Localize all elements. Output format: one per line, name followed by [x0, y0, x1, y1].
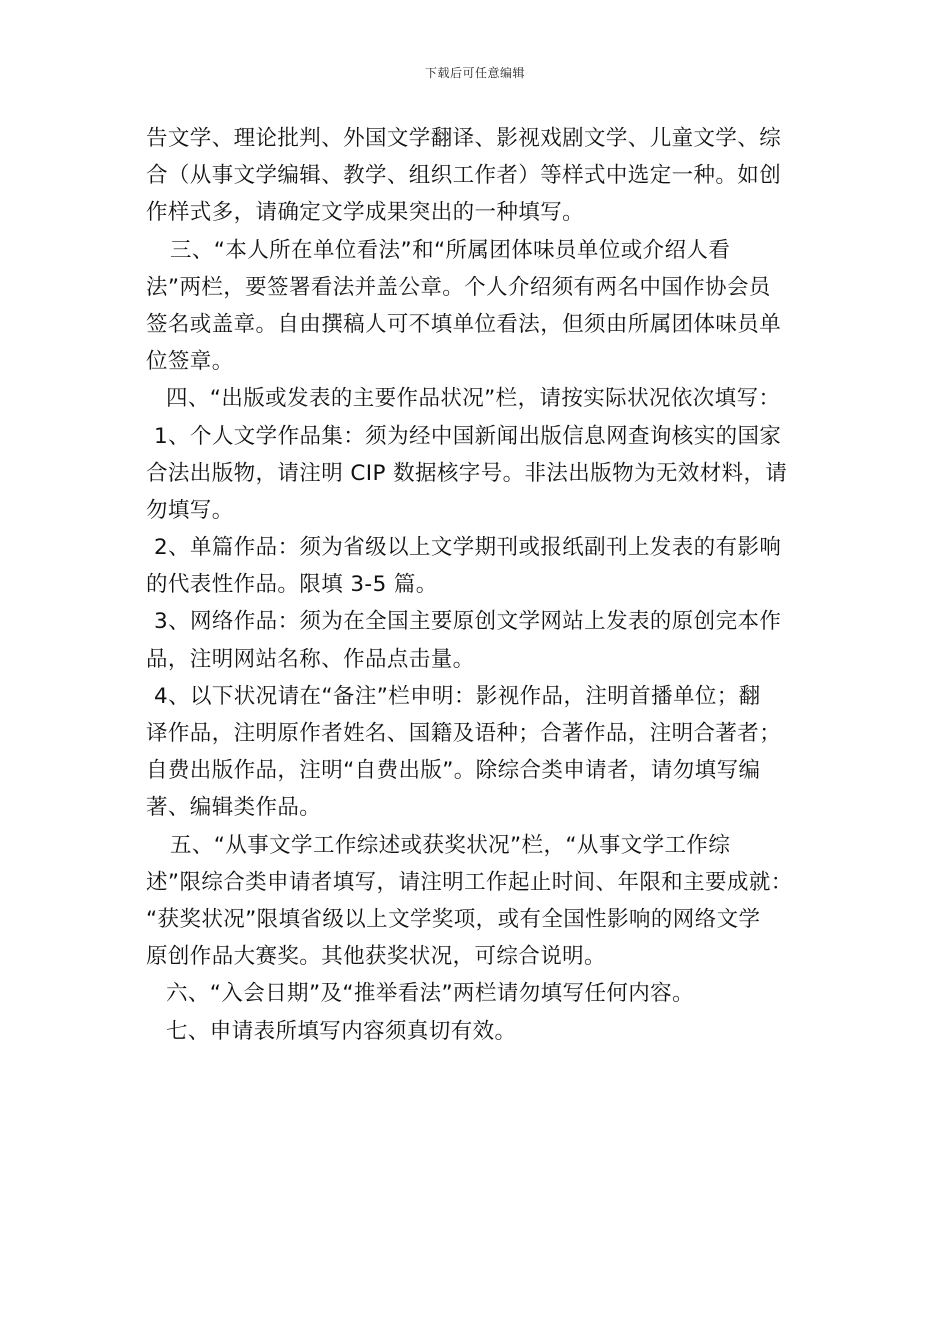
text-line: “获奖状况”限填省级以上文学奖项，或有全国性影响的网络文学: [146, 906, 761, 932]
text-line: 述”限综合类申请者填写，请注明工作起止时间、年限和主要成就：: [146, 869, 793, 895]
text-line: 六、“入会日期”及“推举看法”两栏请勿填写任何内容。: [166, 981, 694, 1007]
text-line: 4、以下状况请在“备注”栏申明：影视作品，注明首播单位；翻: [154, 683, 761, 709]
text-line: 合法出版物，请注明 CIP 数据核字号。非法出版物为无效材料，请: [146, 460, 788, 486]
text-line: 法”两栏，要签署看法并盖公章。个人介绍须有两名中国作协会员: [146, 274, 771, 300]
page-header: 下载后可任意编辑: [424, 66, 525, 80]
text-line: 七、申请表所填写内容须真切有效。: [166, 1018, 517, 1044]
text-line: 合（从事文学编辑、教学、组织工作者）等样式中选定一种。如创: [146, 163, 782, 189]
text-line: 著、编辑类作品。: [146, 795, 322, 821]
text-line: 1、个人文学作品集：须为经中国新闻出版信息网查询核实的国家: [154, 423, 782, 449]
text-line: 原创作品大赛奖。其他获奖状况，可综合说明。: [146, 944, 606, 970]
text-line: 3、网络作品：须为在全国主要原创文学网站上发表的原创完本作: [154, 609, 782, 635]
text-line: 作样式多，请确定文学成果突出的一种填写。: [146, 200, 585, 226]
text-line: 位签章。: [146, 349, 234, 375]
text-line: 五、“从事文学工作综述或获奖状况”栏，“从事文学工作综: [170, 832, 731, 858]
text-line: 2、单篇作品：须为省级以上文学期刊或报纸副刊上发表的有影响: [154, 535, 782, 561]
text-line: 勿填写。: [146, 497, 234, 523]
text-line: 四、“出版或发表的主要作品状况”栏，请按实际状况依次填写：: [166, 386, 781, 412]
text-line: 自费出版作品，注明“自费出版”。除综合类申请者，请勿填写编: [146, 758, 761, 784]
text-line: 告文学、理论批判、外国文学翻译、影视戏剧文学、儿童文学、综: [146, 126, 782, 151]
text-line: 品，注明网站名称、作品点击量。: [146, 646, 475, 672]
text-line: 签名或盖章。自由撰稿人可不填单位看法，但须由所属团体味员单: [146, 311, 782, 337]
text-line: 译作品，注明原作者姓名、国籍及语种；合著作品，注明合著者；: [146, 721, 782, 746]
text-line: 的代表性作品。限填 3-5 篇。: [146, 572, 438, 598]
document-body: [146, 120, 836, 1050]
text-line: 三、“本人所在单位看法”和“所属团体味员单位或介绍人看: [170, 237, 731, 263]
